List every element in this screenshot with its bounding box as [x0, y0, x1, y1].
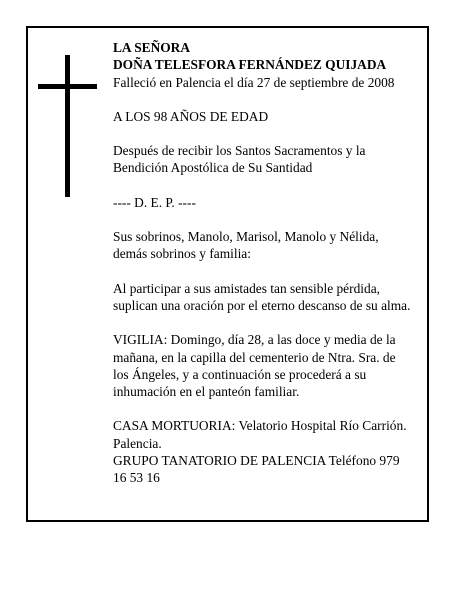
vigil-details: VIGILIA: Domingo, día 28, a las doce y media de la mañana, en la capilla del cementerio de Ntra. Sra. de los Ángeles, y a continuación se procederá a su inhumación en el panteón familiar.	[113, 332, 396, 400]
notice-title: LA SEÑORA	[113, 40, 191, 55]
death-statement: Falleció en Palencia el día 27 de septiembre de 2008	[113, 74, 395, 90]
rest-in-peace: ---- D. E. P. ----	[113, 194, 196, 210]
age-statement: A LOS 98 AÑOS DE EDAD	[113, 108, 269, 124]
cross-horizontal-bar	[38, 84, 97, 89]
funeral-home-contact: GRUPO TANATORIO DE PALENCIA Teléfono 979 16 53 16	[113, 453, 400, 486]
sacraments-statement: Después de recibir los Santos Sacramentos y la Bendición Apostólica de Su Santidad	[113, 143, 366, 176]
cross-vertical-bar	[65, 55, 70, 197]
prayer-request: Al participar a sus amistades tan sensible pérdida, suplican una oración por el eterno descanso de su alma.	[113, 280, 411, 313]
deceased-name: DOÑA TELESFORA FERNÁNDEZ QUIJADA	[113, 57, 387, 73]
mortuary-location: CASA MORTUORIA: Velatorio Hospital Río Carrión. Palencia.	[113, 418, 407, 451]
obituary-text	[113, 39, 413, 487]
family-statement: Sus sobrinos, Manolo, Marisol, Manolo y Nélida, demás sobrinos y familia:	[113, 229, 379, 262]
